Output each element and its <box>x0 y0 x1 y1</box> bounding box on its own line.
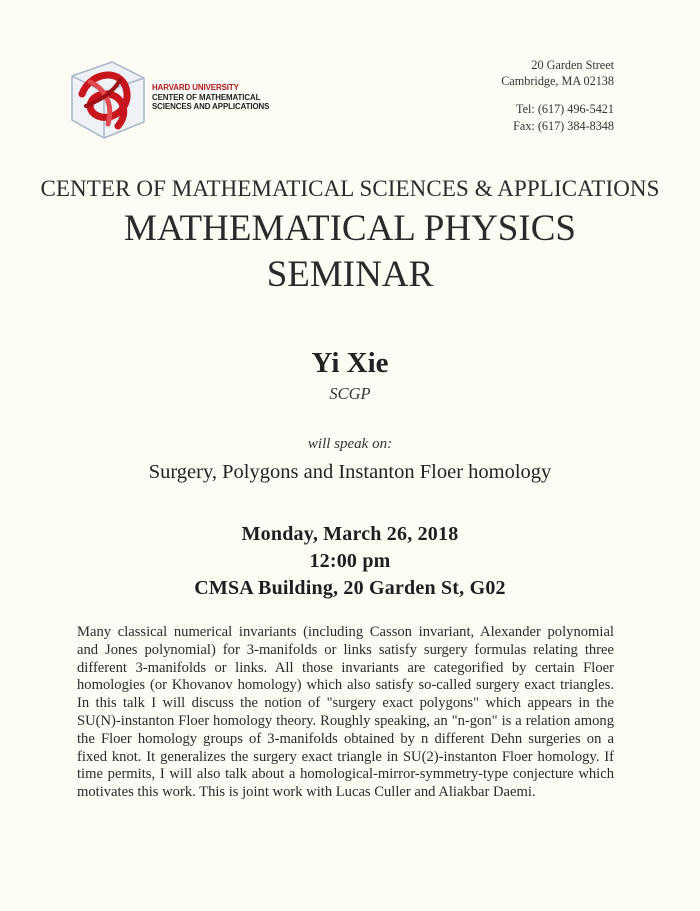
logo-wordmark <box>152 83 269 112</box>
address-city: Cambridge, MA 02138 <box>501 74 614 89</box>
address-tel: Tel: (617) 496-5421 <box>516 102 614 117</box>
speaker-name: Yi Xie <box>311 347 389 379</box>
series-title <box>0 206 700 298</box>
logo-center-line2: SCIENCES AND APPLICATIONS <box>152 101 270 111</box>
cube-knot-logo-icon <box>60 54 150 144</box>
event-time: 12:00 pm <box>309 550 391 572</box>
address-block <box>501 57 614 134</box>
series-title-line2: SEMINAR <box>266 254 434 295</box>
speaker-affiliation: SCGP <box>329 384 371 403</box>
series-title-line1: MATHEMATICAL PHYSICS <box>124 208 576 249</box>
abstract-text: Many classical numerical invariants (including Casson invariant, Alexander polynomial and Jones polynomial) for 3-manifolds or links satisfy surgery formulas relating three different 3-manifolds or links. All those invariants are categorified by certain Floer homologies (or Khovanov homology) which also satisfy so-called surgery exact triangles. In this talk I will discuss the notion of "surgery exact polygons" which appears in the SU(N)-instanton Floer homology theory. Roughly speaking, an "n-gon" is a relation among the Floer homology groups of 3-manifolds obtained by n different Dehn surgeries on a fixed knot. It generalizes the surgery exact triangle in SU(2)-instanton Floer homology. If time permits, I will also talk about a homological-mirror-symmetry-type conjecture which motivates this work. This is joint work with Lucas Culler and Aliakbar Daemi. <box>77 624 614 801</box>
logo-university: HARVARD UNIVERSITY <box>152 82 239 92</box>
logo-center-line1: CENTER OF MATHEMATICAL <box>152 91 261 102</box>
event-location: CMSA Building, 20 Garden St, G02 <box>194 577 506 599</box>
talk-title: Surgery, Polygons and Instanton Floer homology <box>148 461 552 483</box>
center-heading: CENTER OF MATHEMATICAL SCIENCES & APPLICATIONS <box>40 176 660 201</box>
address-street: 20 Garden Street <box>531 58 614 72</box>
event-details <box>0 521 700 602</box>
talk-intro: will speak on: <box>307 436 393 452</box>
event-date: Monday, March 26, 2018 <box>241 523 459 545</box>
address-fax: Fax: (617) 384-8348 <box>513 118 614 133</box>
